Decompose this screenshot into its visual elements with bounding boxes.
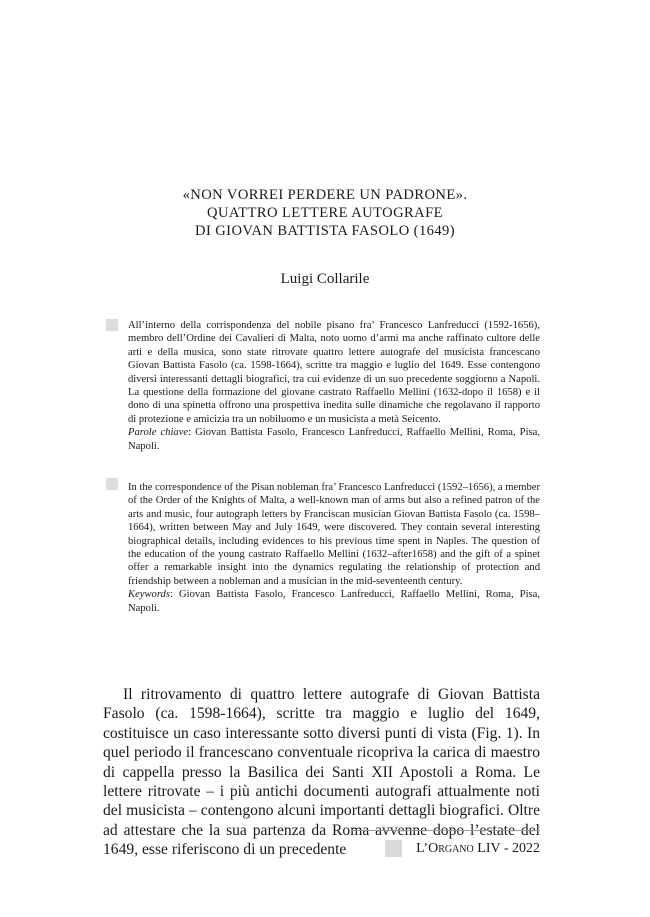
abstract-text: In the correspondence of the Pisan nobleman fra’ Francesco Lanfreducci (1592–1656), a member of the Order of the Knights of Malta, a well-known man of arms but also a refined patron of the arts and music, four autograph letters by Franciscan musician Giovan Battista Fasolo (ca. 1598–1664), written between May and July 1649, were discovered. They contain several interesting biographical details, including evidences to his previous time spent in Naples. The question of the education of the young castrato Raffaello Mellini (1632–after1658) and the gift of a spinet offer a remarkable insight into the dynamics regulating the relationship of protection and friendship between a nobleman and a musician in the mid-seventeenth century. — [128, 482, 540, 587]
keywords-label: Keywords — [128, 589, 170, 601]
body-text — [103, 685, 540, 860]
title-line: QUATTRO LETTERE AUTOGRAFE — [207, 205, 443, 221]
keywords — [128, 588, 540, 615]
keywords-label: Parole chiave — [128, 427, 189, 439]
keywords-list: : Giovan Battista Fasolo, Francesco Lanfreducci, Raffaello Mellini, Roma, Pisa, Napoli. — [128, 427, 540, 452]
abstract-marker — [106, 478, 118, 490]
keywords-list: : Giovan Battista Fasolo, Francesco Lanfreducci, Raffaello Mellini, Roma, Pisa, Napoli. — [128, 589, 540, 614]
abstract-text: All’interno della corrispondenza del nobile pisano fra’ Francesco Lanfreducci (1592-1656), membro dell’Ordine dei Cavalieri di Malta, noto uomo d’armi ma anche raffinato cultore delle arti e della musica, sono state ritrovate quattro lettere autografe del musicista francescano Giovan Battista Fasolo (ca. 1598-1664), scritte tra maggio e luglio del 1649. Esse contengono diversi interessanti dettagli biografici, tra cui evidenze di un suo precedente soggiorno a Napoli. La questione della formazione del giovane castrato Raffaello Mellini (1632-dopo il 1658) e il dono di una spinetta offrono una prospettiva inedita sulle dinamiche che regolavano il rapporto di protezione e amicizia tra un nobiluomo e un musicista a metà Seicento. — [128, 320, 540, 425]
title-line: «NON VORREI PERDERE UN PADRONE». — [182, 187, 468, 203]
abstract-marker — [106, 319, 118, 331]
page-footer — [351, 830, 540, 856]
journal-issue: LIV - 2022 — [477, 841, 540, 856]
article-title — [100, 186, 550, 240]
title-line: DI GIOVAN BATTISTA FASOLO (1649) — [195, 223, 455, 239]
body-paragraph: Il ritrovamento di quattro lettere autografe di Giovan Battista Fasolo (ca. 1598-1664), scritte tra maggio e luglio del 1649, costituisce un caso interessante sotto diversi punti di vista (Fig. 1). In quel periodo il francescano conventuale ricopriva la carica di maestro di cappella presso la Basilica dei Santi XII Apostoli a Roma. Le lettere ritrovate – i più antichi documenti autografi attualmente noti del musicista – contengono alcuni importanti dettagli biografici. Oltre ad attestare che la sua partenza da Roma avvenne dopo l’estate del 1649, esse riferiscono di un precedente — [103, 686, 540, 859]
keywords — [128, 426, 540, 453]
footer-journal — [416, 841, 540, 857]
footer-marker — [385, 840, 402, 857]
abstract-italian — [128, 319, 540, 453]
journal-name: L’Organo — [416, 841, 474, 856]
abstract-english — [128, 481, 540, 615]
author-name: Luigi Collarile — [280, 271, 370, 287]
